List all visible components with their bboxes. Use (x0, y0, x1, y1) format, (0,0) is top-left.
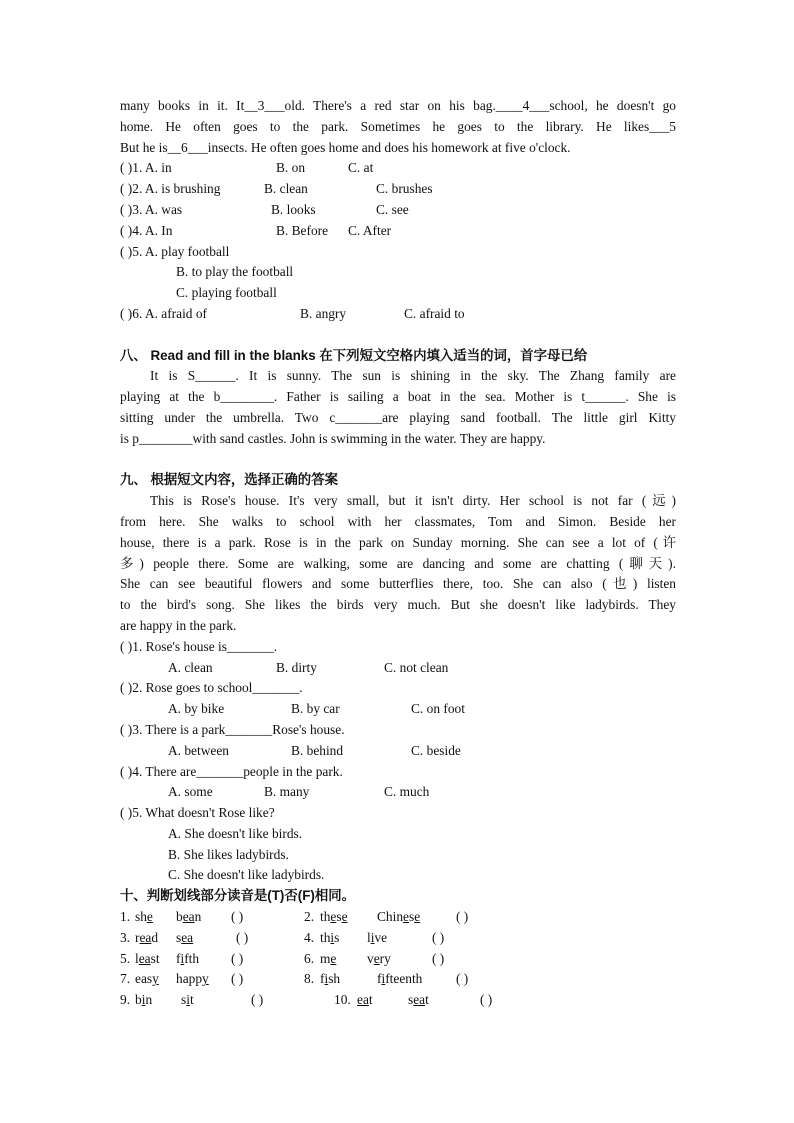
option-b: B. on (276, 160, 306, 176)
passage-line: house, there is a park. Rose is in the park on Sunday morning. She can see a lot of (许 (120, 534, 676, 550)
passage-line: is p________with sand castles. John is swimming in the water. They are happy. (120, 430, 546, 446)
word: bean (176, 909, 202, 925)
word: happy (176, 971, 209, 987)
option-row (120, 699, 676, 720)
item-number: 6. (304, 950, 315, 966)
option-a: A. clean (168, 659, 213, 675)
answer-blank[interactable]: ( ) (236, 929, 249, 945)
item-number: 8. (304, 971, 315, 987)
item-number: 10. (334, 992, 351, 1008)
answer-blank[interactable]: ( ) (432, 950, 445, 966)
question-text: ( )4. A. In (120, 222, 173, 238)
option-b: B. clean (264, 181, 308, 197)
word: this (320, 929, 340, 945)
question-text: ( )2. A. is brushing (120, 181, 221, 197)
option-a: A. She doesn't like birds. (168, 825, 303, 841)
word: seat (408, 992, 429, 1008)
question-row (120, 283, 676, 304)
option-row (120, 845, 676, 866)
word: fish (320, 971, 341, 987)
option-row (120, 865, 676, 886)
word: fifteenth (377, 971, 423, 987)
section-heading: 九、 根据短文内容，选择正确的答案 (120, 472, 338, 488)
question-row (120, 678, 676, 699)
item-number: 4. (304, 929, 315, 945)
question-row (120, 179, 676, 200)
passage-line: to the bird's song. She likes the birds very much. But she doesn't like ladybirds. They (120, 597, 676, 613)
option-c: C. much (384, 784, 430, 800)
question-row (120, 221, 676, 242)
option-row (120, 741, 676, 762)
question-row (120, 304, 676, 325)
word: sit (181, 992, 194, 1008)
question-row (120, 720, 676, 741)
option-c: C. beside (411, 742, 461, 758)
option-b: B. Before (276, 222, 329, 238)
answer-blank[interactable]: ( ) (456, 909, 469, 925)
option-c: C. She doesn't like ladybirds. (168, 867, 325, 883)
passage-line: sitting under the umbrella. Two c_______are playing sand football. The little girl Kitty (120, 409, 676, 425)
passage-line: are happy in the park. (120, 617, 237, 633)
word: bin (135, 992, 153, 1008)
passage-line: home. He often goes to the park. Sometimes he goes to the library. He likes___5 (120, 118, 676, 134)
option-c: C. brushes (376, 181, 433, 197)
question-row (120, 803, 676, 824)
option-b: B. many (264, 784, 310, 800)
pronunciation-row (120, 907, 676, 928)
option-b: B. by car (291, 701, 340, 717)
pronunciation-row (120, 949, 676, 970)
option-a: A. between (168, 742, 229, 758)
answer-blank[interactable]: ( ) (231, 971, 244, 987)
item-number: 9. (120, 992, 131, 1008)
word: me (320, 950, 337, 966)
question-row (120, 762, 676, 783)
item-number: 5. (120, 950, 131, 966)
option-a: A. some (168, 784, 213, 800)
option-c: C. After (348, 222, 392, 238)
option-c: C. at (348, 160, 374, 176)
section-heading: 十、判断划线部分读音是(T)否(F)相同。 (120, 888, 356, 904)
question-row (120, 262, 676, 283)
option-b: B. to play the football (176, 264, 294, 280)
passage-line: playing at the b________. Father is sailing a boat in the sea. Mother is t______. She is (120, 389, 676, 405)
answer-blank[interactable]: ( ) (231, 909, 244, 925)
option-c: C. afraid to (404, 305, 465, 321)
section-heading: 八、 Read and fill in the blanks 在下列短文空格内填入适当的词，首字母已给 (120, 347, 588, 363)
word: read (135, 929, 159, 945)
word: Chinese (377, 909, 421, 925)
option-row (120, 658, 676, 679)
question-text: ( )4. There are_______people in the park. (120, 763, 343, 779)
question-row (120, 200, 676, 221)
item-number: 2. (304, 909, 315, 925)
option-b: B. looks (271, 201, 316, 217)
answer-blank[interactable]: ( ) (432, 929, 445, 945)
answer-blank[interactable]: ( ) (480, 992, 493, 1008)
question-text: ( )5. What doesn't Rose like? (120, 805, 275, 821)
question-text: ( )3. There is a park_______Rose's house. (120, 721, 345, 737)
word: easy (135, 971, 159, 987)
answer-blank[interactable]: ( ) (231, 950, 244, 966)
option-c: C. playing football (176, 285, 277, 301)
word: least (135, 950, 160, 966)
word: very (367, 950, 391, 966)
option-c: C. on foot (411, 701, 465, 717)
passage-line: many books in it. It__3___old. There's a red star on his bag.____4___school, he doesn't go (120, 98, 676, 113)
question-text: ( )3. A. was (120, 201, 183, 217)
word: sea (176, 929, 194, 945)
item-number: 1. (120, 909, 131, 925)
option-b: B. angry (300, 305, 347, 321)
passage-line: This is Rose's house. It's very small, but it isn't dirty. Her school is not far (远) (150, 493, 676, 509)
answer-blank[interactable]: ( ) (251, 992, 264, 1008)
question-text: ( )2. Rose goes to school_______. (120, 680, 303, 696)
option-row (120, 824, 676, 845)
passage-line: It is S______. It is sunny. The sun is shining in the sky. The Zhang family are (150, 368, 676, 384)
question-text: ( )1. A. in (120, 160, 172, 176)
question-text: ( )1. Rose's house is_______. (120, 638, 278, 654)
option-c: C. see (376, 201, 409, 217)
option-b: B. dirty (276, 659, 317, 675)
option-b: B. She likes ladybirds. (168, 846, 289, 862)
item-number: 7. (120, 971, 131, 987)
pronunciation-row (120, 928, 676, 949)
word: live (367, 929, 388, 945)
option-a: A. by bike (168, 701, 225, 717)
passage-line: She can see beautiful flowers and some butterflies there, too. She can also (也) listen (120, 576, 676, 592)
word: fifth (176, 950, 200, 966)
passage-line: But he is__6___insects. He often goes home and does his homework at five o'clock. (120, 139, 571, 155)
word: eat (357, 992, 373, 1008)
item-number: 3. (120, 929, 131, 945)
word: she (135, 909, 153, 925)
option-c: C. not clean (384, 659, 449, 675)
question-text: ( )6. A. afraid of (120, 305, 208, 321)
question-row (120, 158, 676, 179)
option-b: B. behind (291, 742, 344, 758)
option-row (120, 782, 676, 803)
worksheet-page (120, 96, 676, 1011)
pronunciation-row (120, 990, 676, 1011)
passage-line: 多) people there. Some are walking, some are dancing and some are chatting (聊天). (120, 555, 676, 571)
question-row (120, 242, 676, 263)
pronunciation-row (120, 969, 676, 990)
answer-blank[interactable]: ( ) (456, 971, 469, 987)
question-text: ( )5. A. play football (120, 243, 230, 259)
word: these (320, 909, 348, 925)
passage-line: from here. She walks to school with her classmates, Tom and Simon. Beside her (120, 513, 676, 529)
question-row (120, 637, 676, 658)
